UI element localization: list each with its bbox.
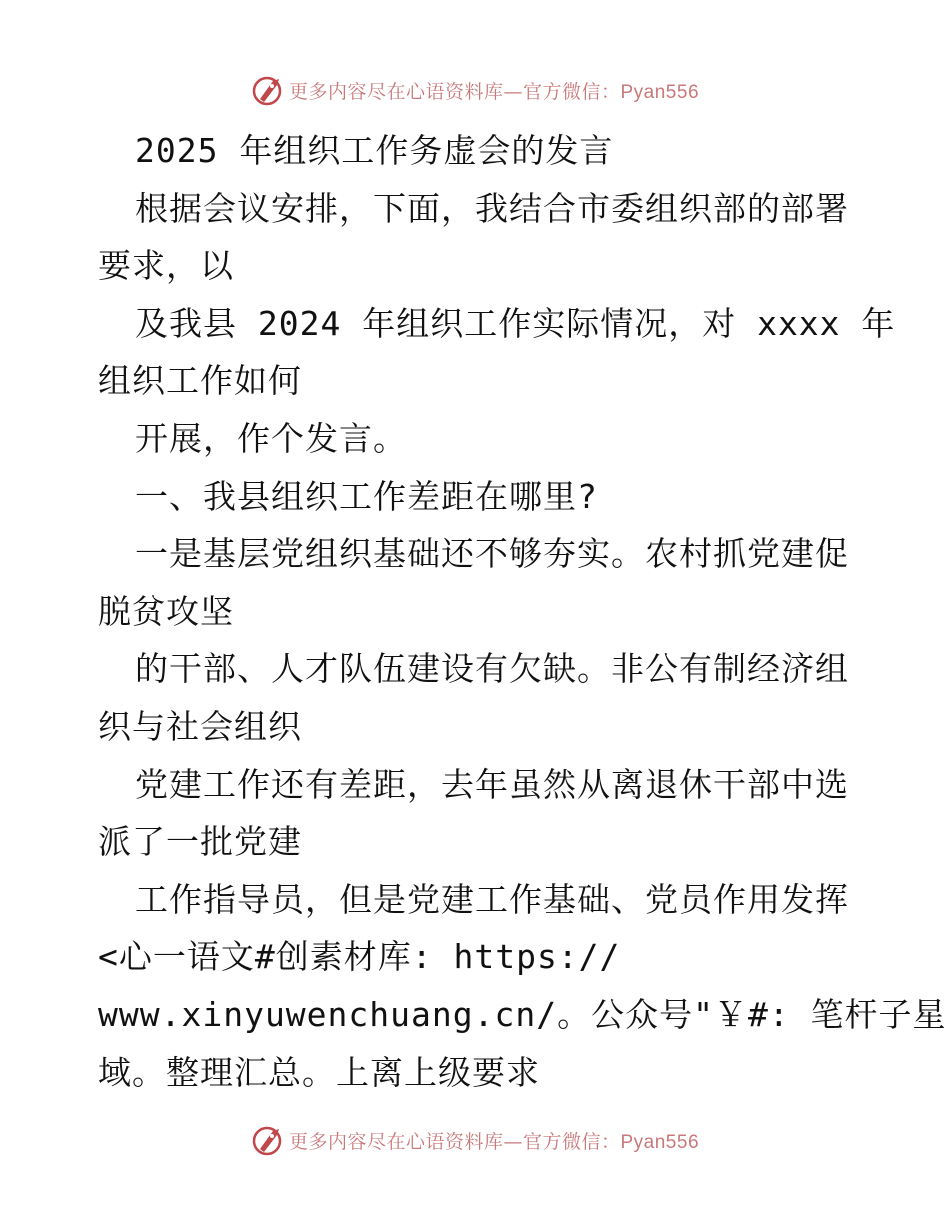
section-heading: 一、我县组织工作差距在哪里? [135,476,598,516]
document-body [98,122,947,1101]
paragraph-line: 党建工作还有差距，去年虽然从离退休干部中选 [135,764,849,804]
paragraph-line: 派了一批党建 [98,822,302,862]
paragraph-line: www.xinyuwenchuang.cn/。公众号"￥#: 笔杆子星 [98,994,947,1034]
document-title: 2025 年组织工作务虚会的发言 [135,131,614,170]
pen-nib-logo-icon [251,1123,285,1157]
paragraph-line: 及我县 2024 年组织工作实际情况，对 xxxx 年 [135,303,896,343]
banner-wechat-handle: Pyan556 [620,1131,700,1153]
paragraph-line: 根据会议安排，下面，我结合市委组织部的部署 [135,188,849,228]
paragraph-line: 组织工作如何 [98,361,302,401]
paragraph-line: 域。整理汇总。上离上级要求 [98,1052,540,1092]
banner-suffix: 官方微信： [522,1130,621,1153]
banner-site-name: 更多内容尽在心语资料库 [288,1130,504,1153]
banner-separator: — [503,1130,523,1153]
banner-text [289,1127,699,1154]
paragraph-line: 开展，作个发言。 [135,418,407,458]
paragraph-line: 要求，以 [98,246,234,286]
header-watermark-banner [0,70,950,110]
paragraph-line: 工作指导员，但是党建工作基础、党员作用发挥 [135,879,849,919]
paragraph-line: 的干部、人才队伍建设有欠缺。非公有制经济组 [135,649,849,689]
banner-wechat-handle: Pyan556 [620,81,700,103]
banner-suffix: 官方微信： [522,80,621,103]
banner-site-name: 更多内容尽在心语资料库 [288,80,504,103]
banner-text [289,77,699,104]
paragraph-line: 脱贫攻坚 [98,591,234,631]
pen-nib-logo-icon [251,73,285,107]
footer-watermark-banner [0,1120,950,1160]
paragraph-line: <心一语文#创素材库: https:// [98,937,621,977]
paragraph-line: 织与社会组织 [98,706,302,746]
paragraph-line: 一是基层党组织基础还不够夯实。农村抓党建促 [135,534,849,574]
banner-separator: — [503,80,523,103]
